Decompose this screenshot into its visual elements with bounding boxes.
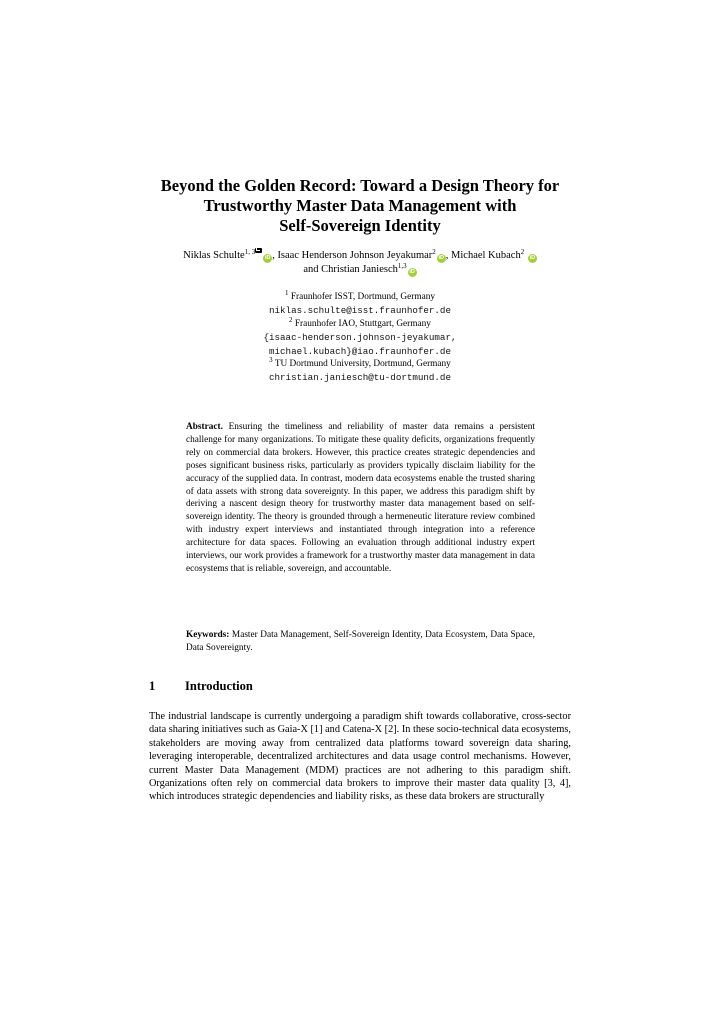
affiliation-name: Fraunhofer ISST, Dortmund, Germany <box>290 292 435 302</box>
author-name: Michael Kubach <box>451 250 521 261</box>
section-body: The industrial landscape is currently undergoing a paradigm shift towards collaborative, cross-sector data sharing initiatives such as Gaia-X [1] and Catena-X [2]. In these socio-technical data ecosystems, stakeholders are moving away from centralized data platforms toward sovereign data sharing, leveraging interoperable, decentralized architectures and data usage control mechanisms. However, current Master Data Management (MDM) practices are not adhering to this paradigm shift. Organizations often rely on commercial data brokers to improve their master data quality [3, 4], which introduces strategic dependencies and liability risks, as these data brokers are structurally <box>149 711 571 803</box>
affiliation-mark: 3 <box>269 356 273 365</box>
affiliation-email[interactable]: niklas.schulte@isst.fraunhofer.de <box>269 305 451 317</box>
author-line <box>100 263 620 277</box>
author-affiliation-mark: 1,3 <box>397 262 407 270</box>
affiliation-mark: 1 <box>285 289 289 297</box>
orcid-icon[interactable]: iD <box>409 269 415 275</box>
envelope-icon[interactable] <box>255 248 262 253</box>
title-line: Beyond the Golden Record: Toward a Design Theory for <box>160 176 560 195</box>
affiliation-name: Fraunhofer IAO, Stuttgart, Germany <box>294 318 431 329</box>
author-name: Christian Janiesch <box>321 264 398 275</box>
keywords <box>186 629 535 655</box>
orcid-icon[interactable]: iD <box>529 255 536 261</box>
section-heading <box>149 678 253 694</box>
keywords-label: Keywords: <box>186 630 230 640</box>
author-affiliation-mark: 2 <box>520 248 525 256</box>
author-separator: , <box>272 250 278 261</box>
keywords-text: Master Data Management, Self-Sovereign Identity, Data Ecosystem, Data Space, Data Sovereignty. <box>186 630 535 653</box>
affiliation <box>160 315 560 331</box>
author-list <box>100 248 620 277</box>
affiliation <box>160 358 560 371</box>
author-name: Isaac Henderson Johnson Jeyakumar <box>277 250 433 261</box>
affiliation-email[interactable]: christian.janiesch@tu-dortmund.de <box>269 372 451 384</box>
affiliation-name: TU Dortmund University, Dortmund, Germany <box>274 359 451 370</box>
author-separator: and <box>303 264 322 275</box>
paper-title <box>120 176 600 236</box>
abstract-label: Abstract. <box>186 422 223 432</box>
title-line: Trustworthy Master Data Management with <box>203 196 517 215</box>
affiliations <box>160 291 560 385</box>
author-affiliation-mark: 1, 3 <box>244 248 256 256</box>
author-name: Niklas Schulte <box>183 250 245 261</box>
abstract-text: Ensuring the timeliness and reliability of master data remains a persistent challenge for many organizations. To mitigate these quality deficits, organizations frequently rely on commercial data brokers. However, this practice creates strategic dependencies and poses significant business risks, particularly as providers typically disclaim liability for the accuracy of the supplied data. In contrast, modern data ecosystems enable the trusted sharing of data assets with strong data sovereignty. In this paper, we address this paradigm shift by deriving a nascent design theory for trustworthy master data management based on self-sovereign identity. The theory is grounded through a hermeneutic literature review combined with industry expert interviews and instantiated through integration into a reference architecture for data spaces. Following an evaluation through additional industry expert interviews, our work provides a framework for a trustworthy master data management in data ecosystems that is reliable, sovereign, and accountable. <box>186 422 535 574</box>
affiliation-mark: 2 <box>289 315 293 324</box>
title-line: Self-Sovereign Identity <box>279 216 441 235</box>
orcid-icon[interactable]: iD <box>264 255 271 261</box>
affiliation <box>160 291 560 304</box>
author-affiliation-mark: 2 <box>432 248 436 256</box>
affiliation-email[interactable]: {isaac-henderson.johnson-jeyakumar, <box>263 332 457 344</box>
author-separator: , <box>445 250 452 261</box>
section-number: 1 <box>149 679 156 693</box>
orcid-icon[interactable]: iD <box>438 255 445 261</box>
section-title: Introduction <box>185 679 253 693</box>
affiliation-email[interactable]: michael.kubach}@iao.fraunhofer.de <box>269 345 451 357</box>
abstract <box>186 421 535 576</box>
author-line <box>100 248 620 263</box>
